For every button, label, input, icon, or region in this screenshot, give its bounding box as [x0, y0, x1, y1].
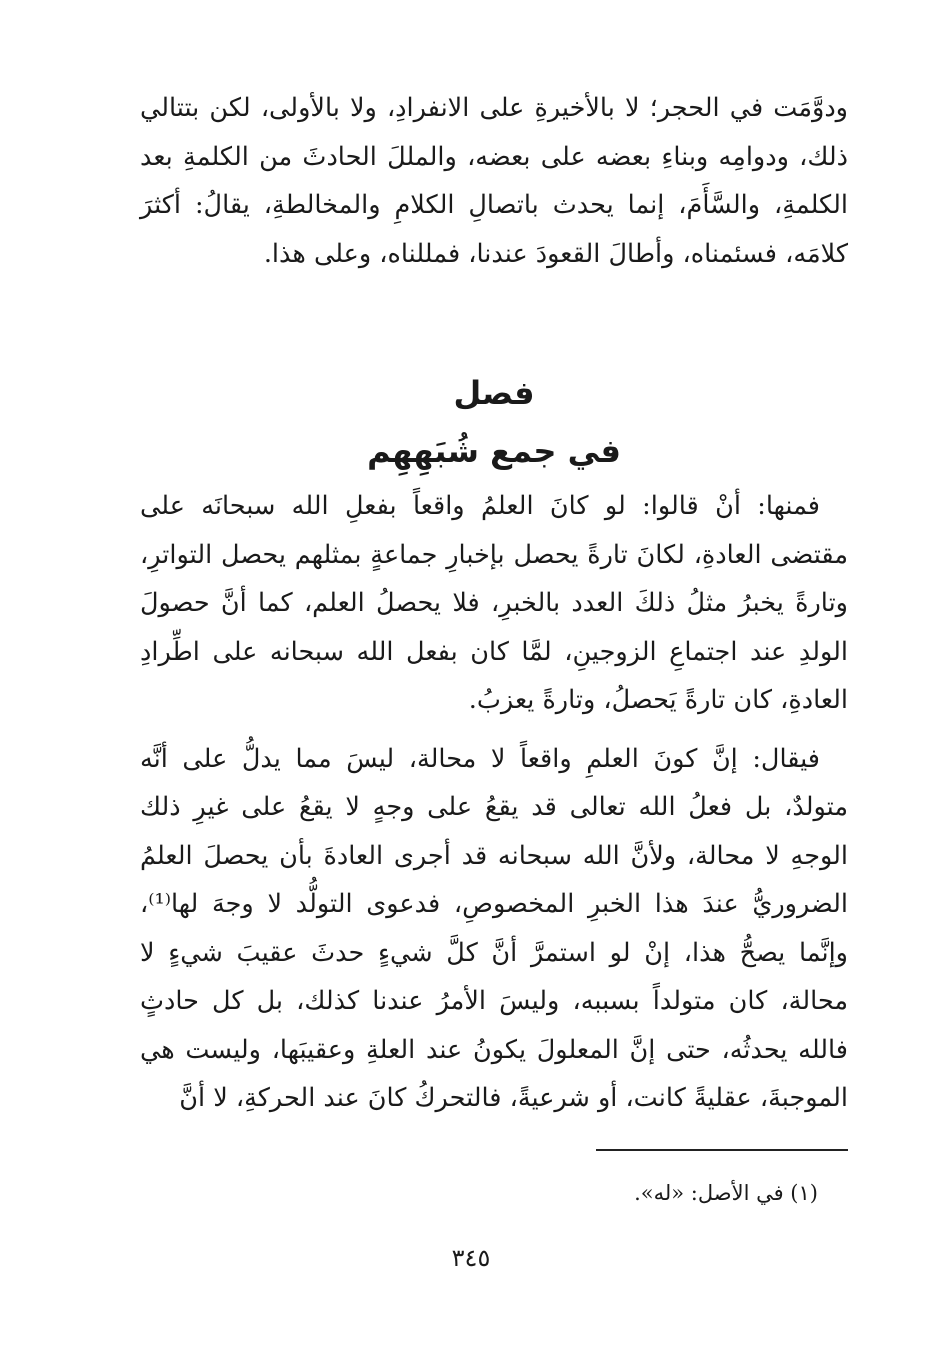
footnote: (١) في الأصل: «له».	[634, 1181, 818, 1205]
page-body	[140, 84, 848, 1123]
paragraph-arguments: فمنها: أنْ قالوا: لو كانَ العلمُ واقعاً بفعلِ الله سبحانَه على مقتضى العادةِ، لكانَ تارةً يحصل بإخبارِ جماعةٍ بمثلهم يحصل التواترِ، وتارةً يخبرُ مثلُ ذلكَ العدد بالخبرِ، فلا يحصلُ العلم، كما أنَّ حصولَ الولدِ عند اجتماعِ الزوجينِ، لمَّا كان بفعل الله سبحانه على اطِّرادِ العادةِ، كان تارةً يَحصلُ، وتارةً يعزبُ.	[140, 491, 848, 715]
paragraph-response: فيقال: إنَّ كونَ العلمِ واقعاً لا محالة، ليسَ مما يدلُّ على أنَّه متولدٌ، بل فعلُ الله تعالى قد يقعُ على وجهٍ لا يقعُ على غيرِ ذلك الوجهِ لا محالة، ولأنَّ الله سبحانه قد أجرى العادةَ بأن يحصلَ العلمُ الضروريُّ عندَ هذا الخبرِ المخصوصِ، فدعوى التولُّد لا وجهَ لها⁽¹⁾، وإنَّما يصحُّ هذا، إنْ لو استمرَّ أنَّ كلَّ شيءٍ حدثَ عقيبَ شيءٍ لا محالة، كان متولداً بسببه، وليسَ الأمرُ عندنا كذلك، بل كل حادثٍ فالله يحدثُه، حتى إنَّ المعلولَ يكونُ عند العلةِ وعقيبَها، وليست هي الموجبةَ، عقليةً كانت، أو شرعيةً، فالتحركُ كانَ عند الحركةِ، لا أنَّ	[140, 743, 848, 1113]
section-heading	[140, 364, 848, 480]
paragraph-gap	[140, 725, 848, 735]
footnote-divider	[596, 1149, 848, 1151]
page-number: ٣٤٥	[451, 1244, 491, 1272]
top-paragraph: ودوَّمَت في الحجر؛ لا بالأخيرةِ على الانفرادِ، ولا بالأولى، لكن بتتالي ذلك، ودوامِه وبناءِ بعضه على بعضه، والمللَ الحادثَ من الكلمةِ بعد الكلمةِ، والسَّأَمَ، إنما يحدث باتصالِ الكلامِ والمخالطةِ، يقالُ: أكثرَ كلامَه، فسئمناه، وأطالَ القعودَ عندنا، فمللناه، وعلى هذا.	[140, 93, 848, 269]
section-subtitle: في جمع شُبَهِهِم	[367, 432, 621, 470]
section-title: فصل	[453, 374, 535, 412]
